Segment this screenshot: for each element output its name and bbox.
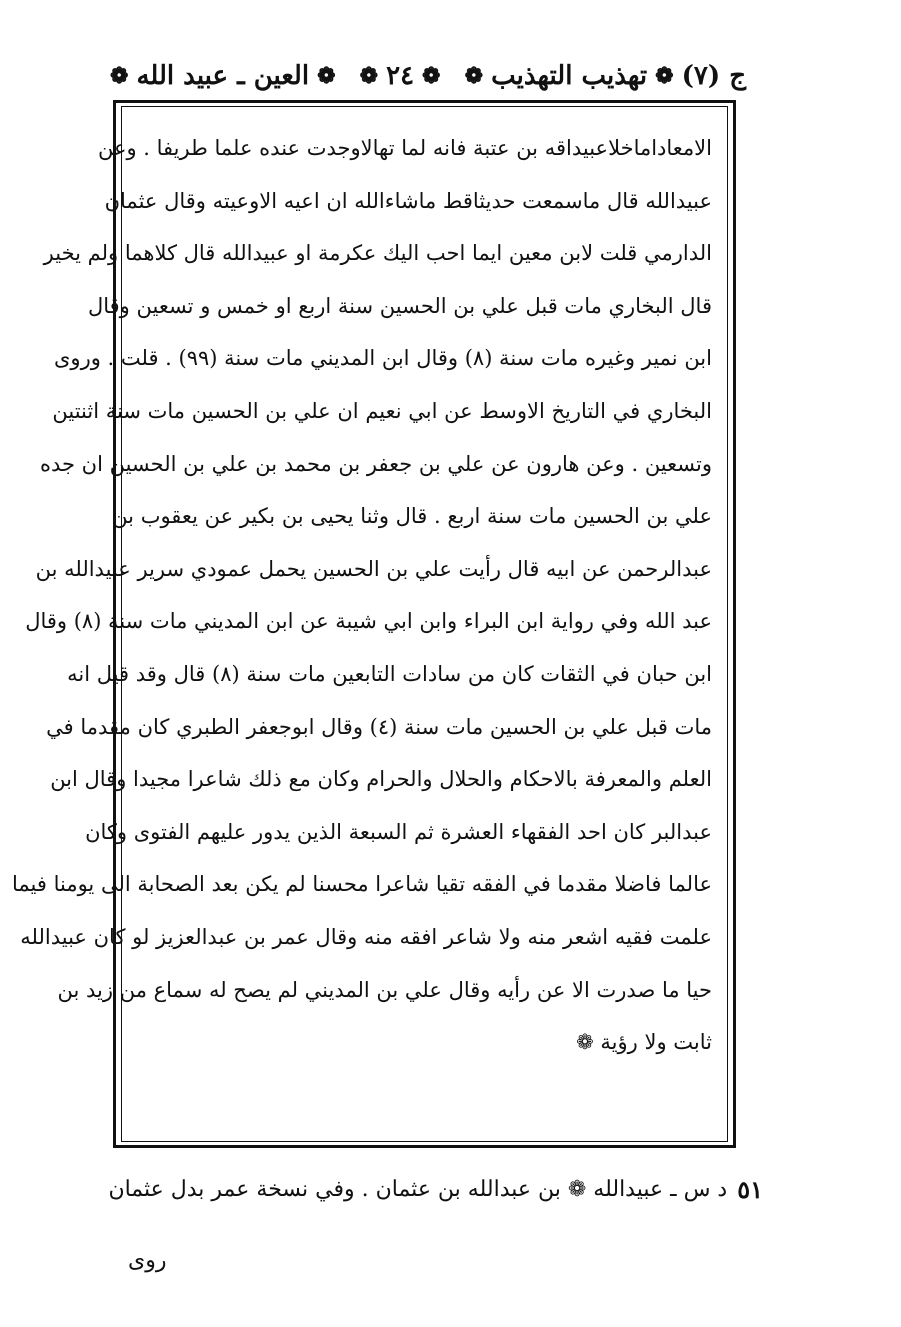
text-line: عبد الله وفي رواية ابن البراء وابن ابي شيبة عن ابن المديني مات سنة (٨) وقال xyxy=(25,609,712,634)
text-line: مات قبل علي بن الحسين مات سنة (٤) وقال ابوجعفر الطبري كان مقدما في xyxy=(46,714,712,739)
next-entry-line xyxy=(108,1163,763,1215)
text-line: عبيدالله قال ماسمعت حديثاقط ماشاءالله ان اعيه الاوعيته وقال عثمان xyxy=(104,188,712,213)
text-line: الدارمي قلت لابن معين ايما احب اليك عكرمة او عبيدالله قال كلاهما ولم يخير xyxy=(43,241,712,266)
header-left-group xyxy=(110,61,336,91)
page-number: ٢٤ xyxy=(386,61,415,91)
text-line: البخاري في التاريخ الاوسط عن ابي نعيم ان علي بن الحسين مات سنة اثنتين xyxy=(52,398,712,423)
text-line: وتسعين . وعن هارون عن علي بن جعفر بن محمد بن علي بن الحسين ان جده xyxy=(39,451,712,476)
text-line: علمت فقيه اشعر منه ولا شاعر افقه منه وقال عمر بن عبدالعزيز لو كان عبيدالله xyxy=(20,924,712,949)
text-line: ابن نمير وغيره مات سنة (٨) وقال ابن المديني مات سنة (٩٩) . قلت . وروى xyxy=(53,346,712,371)
header-center-group xyxy=(360,61,441,91)
volume-label: ج (٧) xyxy=(681,61,746,91)
header-right-group xyxy=(465,61,746,91)
text-line: عالما فاضلا مقدما في الفقه تقيا شاعرا محسنا لم يكن بعد الصحابة الى يومنا فيما xyxy=(12,872,712,897)
ornament-icon: ❁ xyxy=(422,63,441,89)
text-line: ثابت ولا رؤية ❁ xyxy=(576,1030,712,1055)
running-header xyxy=(110,52,746,100)
ornament-icon: ❁ xyxy=(464,63,484,89)
entry-number: ٥١ xyxy=(737,1174,763,1204)
book-title: تهذيب التهذيب xyxy=(491,61,648,91)
catchword: روى xyxy=(128,1248,167,1273)
text-line: عبدالبر كان احد الفقهاء العشرة ثم السبعة الذين يدور عليهم الفتوى وكان xyxy=(85,819,712,844)
text-line: علي بن الحسين مات سنة اربع . قال وثنا يحيى بن بكير عن يعقوب بن xyxy=(112,504,712,529)
main-text-block xyxy=(12,122,722,1144)
text-line: عبدالرحمن عن ابيه قال رأيت علي بن الحسين يحمل عمودي سرير عبيدالله بن xyxy=(35,556,712,581)
section-title: العين ـ عبيد الله xyxy=(136,61,310,91)
text-line: ابن حبان في الثقات كان من سادات التابعين مات سنة (٨) قال وقد قيل انه xyxy=(67,661,712,686)
text-line: العلم والمعرفة بالاحكام والحلال والحرام وكان مع ذلك شاعرا مجيدا وقال ابن xyxy=(50,767,712,792)
text-line: قال البخاري مات قبل علي بن الحسين سنة اربع او خمس و تسعين وقال xyxy=(87,293,712,318)
entry-text: د س ـ عبيدالله ❁ بن عبدالله بن عثمان . وفي نسخة عمر بدل عثمان xyxy=(108,1176,728,1202)
ornament-icon: ❁ xyxy=(359,63,379,89)
ornament-icon: ❁ xyxy=(655,63,674,89)
ornament-icon: ❁ xyxy=(110,63,129,89)
ornament-icon: ❁ xyxy=(317,63,336,89)
text-line: حيا ما صدرت الا عن رأيه وقال علي بن المديني لم يصح له سماع من زيد بن xyxy=(57,977,712,1002)
text-line: الامعاداماخلاعبيداقه بن عتبة فانه لما تهالاوجدت عنده علما طريفا . وعن xyxy=(97,136,712,160)
